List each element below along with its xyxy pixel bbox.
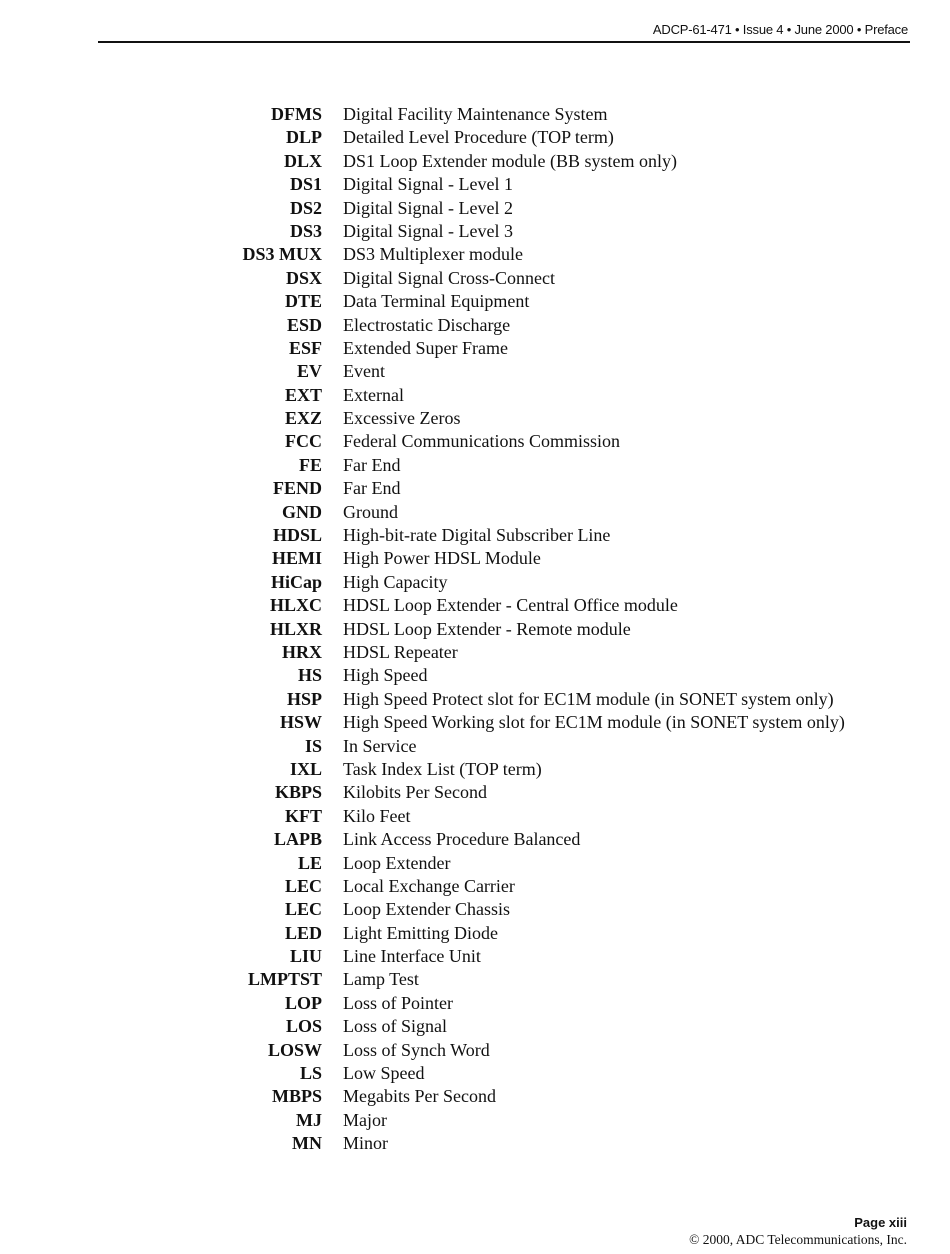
copyright-notice: © 2000, ADC Telecommunications, Inc. bbox=[689, 1232, 907, 1247]
glossary-list bbox=[0, 103, 950, 1156]
glossary-entry bbox=[0, 477, 950, 500]
glossary-definition: Digital Signal - Level 1 bbox=[343, 174, 513, 195]
glossary-term: HDSL bbox=[272, 525, 322, 546]
glossary-term: DSX bbox=[285, 267, 322, 288]
glossary-definition: Digital Signal Cross-Connect bbox=[343, 267, 555, 288]
glossary-definition: Event bbox=[343, 361, 385, 382]
glossary-definition: HDSL Loop Extender - Central Office module bbox=[343, 595, 678, 616]
glossary-term: ESF bbox=[288, 337, 322, 358]
glossary-term: DS2 bbox=[289, 197, 322, 218]
glossary-entry bbox=[0, 220, 950, 243]
glossary-entry bbox=[0, 922, 950, 945]
glossary-definition: Digital Facility Maintenance System bbox=[343, 104, 608, 124]
glossary-term: DS3 MUX bbox=[242, 244, 322, 265]
glossary-term: HRX bbox=[282, 641, 322, 662]
glossary-entry bbox=[0, 337, 950, 360]
glossary-definition: High Speed Protect slot for EC1M module (in SONET system only) bbox=[343, 688, 834, 709]
glossary-term: FE bbox=[298, 454, 322, 475]
glossary-term: EV bbox=[296, 361, 322, 382]
glossary-entry bbox=[0, 126, 950, 149]
glossary-term: DTE bbox=[284, 291, 322, 312]
glossary-entry bbox=[0, 828, 950, 851]
glossary-entry bbox=[0, 197, 950, 220]
glossary-definition: Lamp Test bbox=[343, 969, 419, 990]
glossary-term: MJ bbox=[296, 1109, 322, 1130]
glossary-entry bbox=[0, 571, 950, 594]
glossary-entry bbox=[0, 407, 950, 430]
glossary-definition: High Power HDSL Module bbox=[343, 548, 541, 569]
glossary-entry bbox=[0, 618, 950, 641]
glossary-entry bbox=[0, 641, 950, 664]
glossary-term: HSP bbox=[286, 688, 322, 709]
glossary-entry bbox=[0, 1085, 950, 1108]
glossary-term: MN bbox=[292, 1133, 322, 1154]
glossary-term: LE bbox=[297, 852, 322, 873]
glossary-definition: Minor bbox=[343, 1133, 388, 1154]
glossary-term: IS bbox=[304, 735, 322, 756]
header-rule bbox=[98, 41, 910, 43]
glossary-definition: Digital Signal - Level 2 bbox=[343, 197, 513, 218]
glossary-definition: High Capacity bbox=[343, 571, 448, 592]
glossary-entry bbox=[0, 968, 950, 991]
glossary-entry bbox=[0, 1062, 950, 1085]
glossary-definition: Megabits Per Second bbox=[343, 1086, 496, 1107]
glossary-term: HLXC bbox=[269, 595, 322, 616]
glossary-term: DLX bbox=[283, 150, 322, 171]
glossary-term: DS1 bbox=[289, 174, 322, 195]
glossary-term: EXZ bbox=[284, 408, 322, 429]
glossary-term: MBPS bbox=[271, 1086, 322, 1107]
glossary-definition: Detailed Level Procedure (TOP term) bbox=[343, 127, 614, 148]
glossary-definition: Ground bbox=[343, 501, 398, 522]
running-header: ADCP-61-471 • Issue 4 • June 2000 • Preface bbox=[652, 22, 908, 37]
glossary-entry bbox=[0, 243, 950, 266]
glossary-term: LS bbox=[299, 1063, 322, 1084]
glossary-entry bbox=[0, 360, 950, 383]
glossary-entry bbox=[0, 1015, 950, 1038]
glossary-definition: Major bbox=[343, 1109, 387, 1130]
glossary-term: HLXR bbox=[269, 618, 322, 639]
glossary-entry bbox=[0, 524, 950, 547]
glossary-term: GND bbox=[282, 501, 322, 522]
glossary-definition: Excessive Zeros bbox=[343, 408, 461, 429]
glossary-term: DS3 bbox=[289, 220, 322, 241]
glossary-entry bbox=[0, 875, 950, 898]
glossary-entry bbox=[0, 805, 950, 828]
glossary-term: KFT bbox=[284, 805, 322, 826]
glossary-term: LIU bbox=[289, 946, 322, 967]
glossary-term: EXT bbox=[284, 384, 322, 405]
glossary-definition: Link Access Procedure Balanced bbox=[343, 829, 581, 850]
glossary-term: LED bbox=[284, 922, 322, 943]
glossary-entry bbox=[0, 781, 950, 804]
glossary-entry bbox=[0, 384, 950, 407]
glossary-definition: Low Speed bbox=[343, 1063, 425, 1084]
glossary-definition: Digital Signal - Level 3 bbox=[343, 220, 513, 241]
glossary-term: IXL bbox=[289, 758, 322, 779]
glossary-entry bbox=[0, 501, 950, 524]
glossary-definition: Loss of Signal bbox=[343, 1016, 448, 1037]
glossary-entry bbox=[0, 664, 950, 687]
glossary-entry bbox=[0, 711, 950, 734]
glossary-entry bbox=[0, 594, 950, 617]
glossary-entry bbox=[0, 992, 950, 1015]
glossary-definition: Far End bbox=[343, 478, 401, 499]
glossary-entry bbox=[0, 735, 950, 758]
glossary-term: LOP bbox=[284, 992, 322, 1013]
glossary-entry bbox=[0, 1039, 950, 1062]
glossary-entry bbox=[0, 758, 950, 781]
glossary-term: HiCap bbox=[270, 571, 322, 592]
glossary-entry bbox=[0, 290, 950, 313]
glossary-definition: Extended Super Frame bbox=[343, 337, 508, 358]
glossary-definition: Kilobits Per Second bbox=[343, 782, 487, 803]
page-number: Page xiii bbox=[854, 1215, 907, 1230]
glossary-definition: High Speed bbox=[343, 665, 428, 686]
glossary-definition: HDSL Repeater bbox=[343, 641, 458, 662]
glossary-term: LAPB bbox=[273, 829, 322, 850]
glossary-term: FEND bbox=[273, 478, 322, 499]
glossary-term: LEC bbox=[284, 899, 322, 920]
glossary-term: DLP bbox=[286, 127, 322, 148]
glossary-definition: Far End bbox=[343, 454, 401, 475]
glossary-definition: Loss of Synch Word bbox=[343, 1039, 490, 1060]
glossary-entry bbox=[0, 852, 950, 875]
glossary-definition: Local Exchange Carrier bbox=[343, 875, 515, 896]
glossary-entry bbox=[0, 688, 950, 711]
glossary-definition: Data Terminal Equipment bbox=[343, 291, 530, 312]
glossary-definition: High-bit-rate Digital Subscriber Line bbox=[343, 525, 611, 546]
glossary-entry bbox=[0, 150, 950, 173]
glossary-term: DFMS bbox=[271, 104, 322, 124]
glossary-term: FCC bbox=[285, 431, 322, 452]
glossary-entry bbox=[0, 267, 950, 290]
glossary-entry bbox=[0, 173, 950, 196]
glossary-entry bbox=[0, 430, 950, 453]
glossary-definition: In Service bbox=[343, 735, 417, 756]
glossary-term: LEC bbox=[284, 875, 322, 896]
glossary-entry bbox=[0, 547, 950, 570]
glossary-definition: Line Interface Unit bbox=[343, 946, 481, 967]
glossary-definition: Task Index List (TOP term) bbox=[343, 758, 542, 779]
glossary-entry bbox=[0, 898, 950, 921]
glossary-term: LOSW bbox=[267, 1039, 322, 1060]
glossary-definition: Loss of Pointer bbox=[343, 992, 453, 1013]
glossary-term: LOS bbox=[285, 1016, 322, 1037]
glossary-definition: Electrostatic Discharge bbox=[343, 314, 511, 335]
glossary-entry bbox=[0, 103, 950, 126]
glossary-entry bbox=[0, 454, 950, 477]
glossary-definition: Loop Extender Chassis bbox=[343, 899, 510, 920]
glossary-term: HSW bbox=[279, 712, 322, 733]
glossary-definition: Light Emitting Diode bbox=[343, 922, 498, 943]
glossary-definition: DS3 Multiplexer module bbox=[343, 244, 523, 265]
glossary-entry bbox=[0, 945, 950, 968]
glossary-definition: High Speed Working slot for EC1M module (in SONET system only) bbox=[343, 712, 845, 733]
glossary-term: KBPS bbox=[274, 782, 322, 803]
glossary-definition: Loop Extender bbox=[343, 852, 451, 873]
glossary-definition: External bbox=[343, 384, 404, 405]
glossary-term: ESD bbox=[286, 314, 322, 335]
glossary-entry bbox=[0, 1132, 950, 1155]
glossary-definition: HDSL Loop Extender - Remote module bbox=[343, 618, 631, 639]
glossary-term: HEMI bbox=[271, 548, 322, 569]
glossary-definition: Kilo Feet bbox=[343, 805, 411, 826]
glossary-term: HS bbox=[297, 665, 322, 686]
glossary-entry bbox=[0, 1109, 950, 1132]
glossary-term: LMPTST bbox=[247, 969, 322, 990]
glossary-definition: DS1 Loop Extender module (BB system only) bbox=[343, 150, 677, 171]
glossary-definition: Federal Communications Commission bbox=[343, 431, 620, 452]
glossary-entry bbox=[0, 314, 950, 337]
